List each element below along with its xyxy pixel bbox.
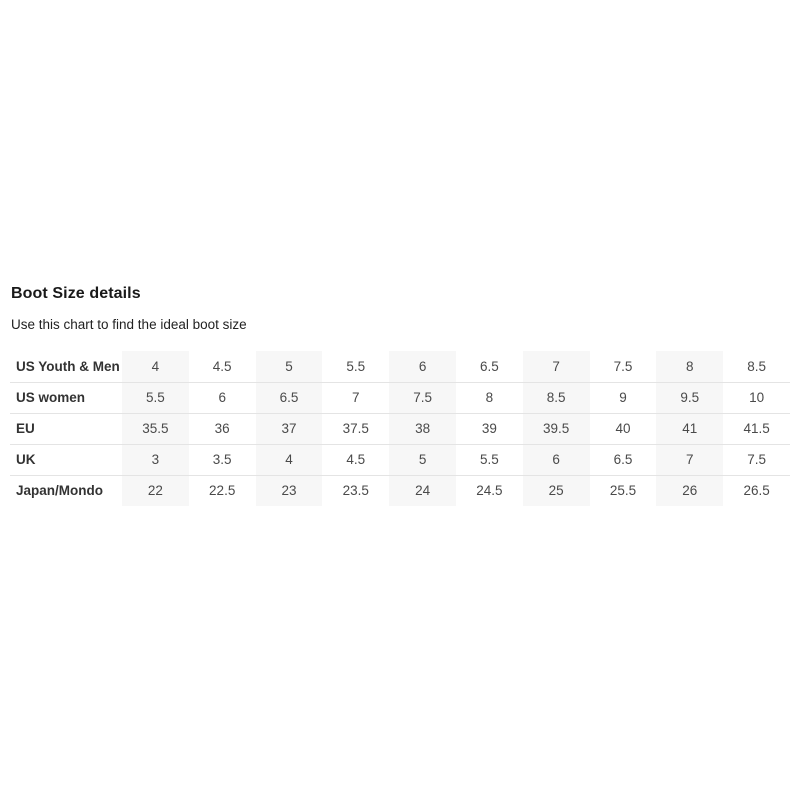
size-cell: 5 xyxy=(389,444,456,475)
size-cell: 7 xyxy=(656,444,723,475)
size-cell: 37.5 xyxy=(322,413,389,444)
size-cell: 36 xyxy=(189,413,256,444)
size-cell: 22 xyxy=(122,475,189,506)
size-cell: 39 xyxy=(456,413,523,444)
size-cell: 24.5 xyxy=(456,475,523,506)
size-cell: 24 xyxy=(389,475,456,506)
size-cell: 3.5 xyxy=(189,444,256,475)
size-cell: 9.5 xyxy=(656,382,723,413)
size-cell: 5 xyxy=(256,351,323,382)
size-cell: 5.5 xyxy=(122,382,189,413)
size-cell: 3 xyxy=(122,444,189,475)
table-row xyxy=(10,382,790,413)
size-cell: 7.5 xyxy=(723,444,790,475)
size-cell: 40 xyxy=(590,413,657,444)
size-cell: 8 xyxy=(456,382,523,413)
size-cell: 7.5 xyxy=(613,358,633,374)
size-cell: 4.5 xyxy=(212,358,232,374)
size-cell: 4.5 xyxy=(322,444,389,475)
size-cell: 9 xyxy=(590,382,657,413)
row-label: US Youth & Men xyxy=(16,358,120,374)
size-cell: 8.5 xyxy=(747,358,766,374)
table-row xyxy=(10,413,790,444)
size-cell: 41 xyxy=(656,413,723,444)
size-cell: 25 xyxy=(523,475,590,506)
size-cell: 38 xyxy=(389,413,456,444)
size-cell: 25.5 xyxy=(590,475,657,506)
row-label: UK xyxy=(10,444,122,475)
size-cell: 23 xyxy=(256,475,323,506)
size-cell: 6.5 xyxy=(256,382,323,413)
page-title: Boot Size details xyxy=(11,285,141,302)
row-label: Japan/Mondo xyxy=(10,475,122,506)
size-cell: 6.5 xyxy=(590,444,657,475)
size-cell: 39.5 xyxy=(523,413,590,444)
size-cell: 6.5 xyxy=(479,358,499,374)
size-cell: 4 xyxy=(256,444,323,475)
size-cell: 26 xyxy=(656,475,723,506)
boot-size-table-body xyxy=(10,351,790,506)
size-cell: 5.5 xyxy=(456,444,523,475)
size-cell: 4 xyxy=(122,351,189,382)
size-cell: 26.5 xyxy=(723,475,790,506)
table-row xyxy=(10,444,790,475)
size-cell: 37 xyxy=(256,413,323,444)
size-cell: 6 xyxy=(189,382,256,413)
size-cell: 23.5 xyxy=(322,475,389,506)
size-cell: 7 xyxy=(322,382,389,413)
size-cell: 8 xyxy=(656,351,723,382)
table-row xyxy=(10,475,790,506)
size-cell: 6 xyxy=(523,444,590,475)
size-cell: 7 xyxy=(523,351,590,382)
size-cell: 41.5 xyxy=(723,413,790,444)
size-cell: 10 xyxy=(723,382,790,413)
size-cell: 5.5 xyxy=(346,358,366,374)
boot-size-table xyxy=(10,351,790,506)
page-subtitle: Use this chart to find the ideal boot size xyxy=(11,317,247,332)
size-cell: 8.5 xyxy=(523,382,590,413)
size-cell: 35.5 xyxy=(122,413,189,444)
size-cell: 6 xyxy=(389,351,456,382)
row-label: EU xyxy=(10,413,122,444)
size-cell: 22.5 xyxy=(189,475,256,506)
table-row xyxy=(10,351,790,382)
row-label: US women xyxy=(10,382,122,413)
size-cell: 7.5 xyxy=(389,382,456,413)
